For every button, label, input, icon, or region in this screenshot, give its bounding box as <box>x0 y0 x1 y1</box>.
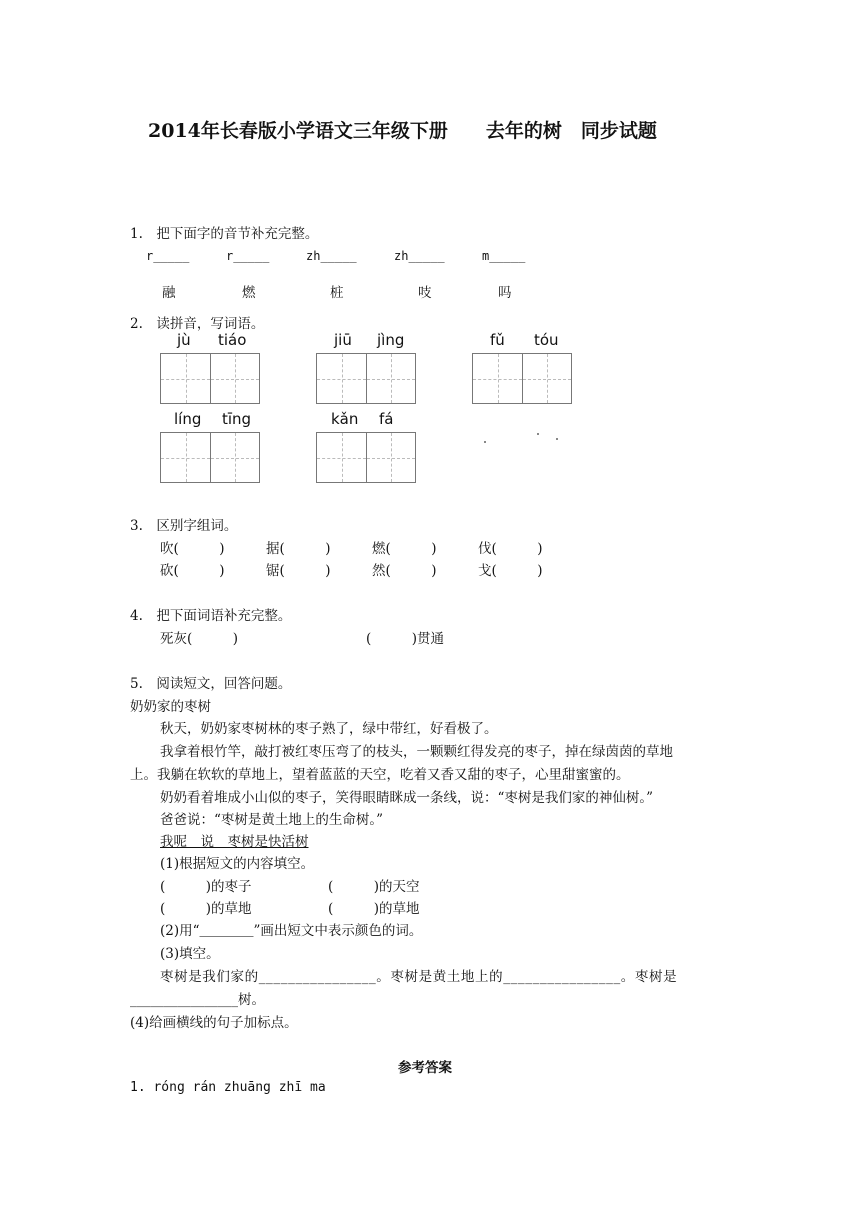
syllable-blank: m_____ <box>482 249 526 263</box>
q3-item: 然( ) <box>372 563 437 579</box>
pinyin-label: fǔ <box>490 331 505 349</box>
fill-blank: ( )的枣子 <box>160 879 252 895</box>
question-4-prompt: 4. 把下面词语补充完整。 <box>130 608 292 624</box>
answer-1: 1. róng rán zhuāng zhī ma <box>130 1080 326 1095</box>
scan-speck <box>484 441 486 443</box>
pinyin-label: tóu <box>534 331 559 349</box>
syllable-blank: r_____ <box>146 249 190 263</box>
scan-speck <box>537 433 539 435</box>
question-2-prompt: 2. 读拼音，写词语。 <box>130 316 265 332</box>
syllable-blank: zh_____ <box>306 249 357 263</box>
writing-grid[interactable] <box>316 353 416 404</box>
underlined-sentence: 我呢 说 枣树是快活树 <box>160 834 309 850</box>
q1-character: 吗 <box>498 285 512 301</box>
question-1-prompt: 1. 把下面字的音节补充完整。 <box>130 226 319 242</box>
pinyin-label: líng <box>174 410 202 428</box>
sub-question-2: (2)用“＿＿＿＿”画出短文中表示颜色的词。 <box>160 923 423 939</box>
question-3-prompt: 3. 区别字组词。 <box>130 518 238 534</box>
sub-question-4: (4)给画横线的句子加标点。 <box>130 1015 298 1031</box>
q1-character: 桩 <box>330 285 344 301</box>
q3-item: 戈( ) <box>478 563 543 579</box>
pinyin-label: tiáo <box>218 331 247 349</box>
q1-character: 燃 <box>242 285 256 301</box>
sub-question-1: (1)根据短文的内容填空。 <box>160 856 315 872</box>
scan-speck <box>556 438 558 440</box>
pinyin-label: jìng <box>377 331 405 349</box>
syllable-blank: r_____ <box>226 249 270 263</box>
q3-item: 燃( ) <box>372 541 437 557</box>
fill-blank: ( )的草地 <box>160 901 252 917</box>
pinyin-label: fá <box>379 410 394 428</box>
pinyin-label: jù <box>177 331 191 349</box>
q3-item: 锯( ) <box>266 563 331 579</box>
q1-character: 吱 <box>418 285 432 301</box>
q3-item: 吹( ) <box>160 541 225 557</box>
passage-paragraph: 奶奶看着堆成小山似的枣子，笑得眼睛眯成一条线，说：“枣树是我们家的神仙树。” <box>160 790 654 806</box>
q3-item: 伐( ) <box>478 541 543 557</box>
writing-grid[interactable] <box>160 432 260 483</box>
writing-grid[interactable] <box>160 353 260 404</box>
passage-paragraph: 我拿着根竹竿，敲打被红枣压弯了的枝头，一颗颗红得发亮的枣子，掉在绿茵茵的草地 <box>160 744 673 760</box>
page-title: 2014年长春版小学语文三年级下册 去年的树 同步试题 <box>148 120 657 142</box>
fill-blank-sentence: 枣树是我们家的________________。枣树是黄土地上的________________。枣树是 <box>160 969 678 985</box>
passage-title: 奶奶家的枣树 <box>130 699 211 715</box>
fill-blank: ( )的天空 <box>328 879 420 895</box>
pinyin-label: kǎn <box>331 410 359 428</box>
pinyin-label: tīng <box>222 410 252 428</box>
question-5-prompt: 5. 阅读短文，回答问题。 <box>130 676 292 692</box>
passage-paragraph: 上。我躺在软软的草地上，望着蓝蓝的天空，吃着又香又甜的枣子，心里甜蜜蜜的。 <box>130 767 630 783</box>
answer-heading: 参考答案 <box>398 1060 452 1076</box>
q3-item: 据( ) <box>266 541 331 557</box>
q3-item: 砍( ) <box>160 563 225 579</box>
q1-character: 融 <box>162 285 176 301</box>
passage-paragraph: 爸爸说：“枣树是黄土地上的生命树。” <box>160 812 384 828</box>
pinyin-label: jiū <box>334 331 352 349</box>
idiom-blank: ( )贯通 <box>366 631 445 647</box>
syllable-blank: zh_____ <box>394 249 445 263</box>
fill-blank: ( )的草地 <box>328 901 420 917</box>
fill-blank-sentence: ________________树。 <box>130 992 265 1008</box>
sub-question-3: (3)填空。 <box>160 946 220 962</box>
idiom-blank: 死灰( ) <box>160 631 239 647</box>
passage-paragraph: 秋天，奶奶家枣树林的枣子熟了，绿中带红，好看极了。 <box>160 721 498 737</box>
writing-grid[interactable] <box>316 432 416 483</box>
writing-grid[interactable] <box>472 353 572 404</box>
